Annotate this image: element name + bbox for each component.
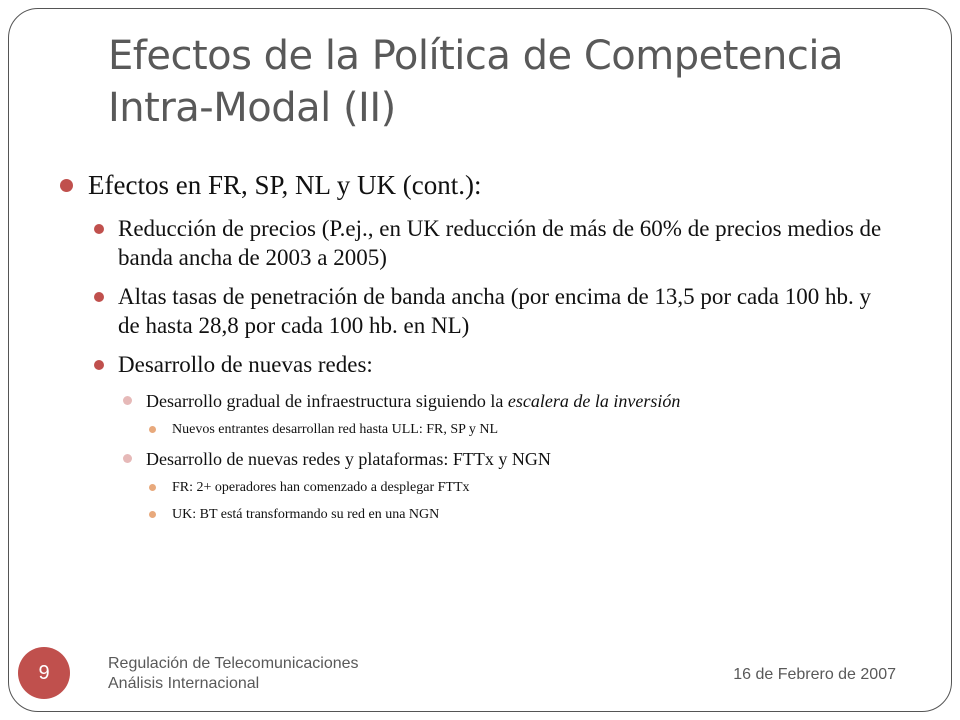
- bullet-text-italic: escalera de la inversión: [507, 391, 681, 411]
- bullet-level2: [60, 214, 890, 272]
- footer-line1: Regulación de Telecomunicaciones: [108, 655, 359, 672]
- bullet-dot-icon: [60, 179, 73, 192]
- bullet-text: Efectos en FR, SP, NL y UK (cont.):: [88, 170, 482, 200]
- slide-title: Efectos de la Política de Competencia Intra-Modal (II): [108, 33, 843, 131]
- bullet-level4: [60, 505, 890, 525]
- bullet-text: Desarrollo de nuevas redes:: [118, 352, 373, 377]
- slide-content: [60, 168, 890, 532]
- bullet-dot-icon: [149, 484, 156, 491]
- footer-course: [108, 654, 359, 694]
- bullet-level1: [60, 168, 890, 202]
- footer-date: 16 de Febrero de 2007: [733, 666, 896, 683]
- bullet-level4: [60, 478, 890, 498]
- bullet-text: Altas tasas de penetración de banda ancha (por encima de 13,5 por cada 100 hb. y de hasta 28,8 por cada 100 hb. en NL): [118, 284, 871, 338]
- bullet-level3: [60, 389, 890, 413]
- bullet-level4: [60, 420, 890, 440]
- bullet-level2: [60, 282, 890, 340]
- bullet-text: Desarrollo de nuevas redes y plataformas: FTTx y NGN: [146, 449, 551, 469]
- footer-line2: Análisis Internacional: [108, 675, 260, 692]
- bullet-dot-icon: [123, 454, 132, 463]
- bullet-text: FR: 2+ operadores han comenzado a desplegar FTTx: [172, 480, 470, 495]
- bullet-text: UK: BT está transformando su red en una NGN: [172, 507, 440, 522]
- bullet-dot-icon: [149, 426, 156, 433]
- bullet-dot-icon: [94, 360, 104, 370]
- bullet-text: Desarrollo gradual de infraestructura siguiendo la: [146, 391, 508, 411]
- slide-number-badge: 9: [18, 647, 70, 699]
- bullet-dot-icon: [123, 396, 132, 405]
- bullet-dot-icon: [94, 224, 104, 234]
- bullet-level3: [60, 447, 890, 471]
- bullet-dot-icon: [94, 292, 104, 302]
- bullet-text: Nuevos entrantes desarrollan red hasta ULL: FR, SP y NL: [172, 422, 499, 437]
- bullet-text: Reducción de precios (P.ej., en UK reducción de más de 60% de precios medios de banda ancha de 2003 a 2005): [118, 216, 882, 270]
- bullet-level2: [60, 350, 890, 379]
- bullet-dot-icon: [149, 511, 156, 518]
